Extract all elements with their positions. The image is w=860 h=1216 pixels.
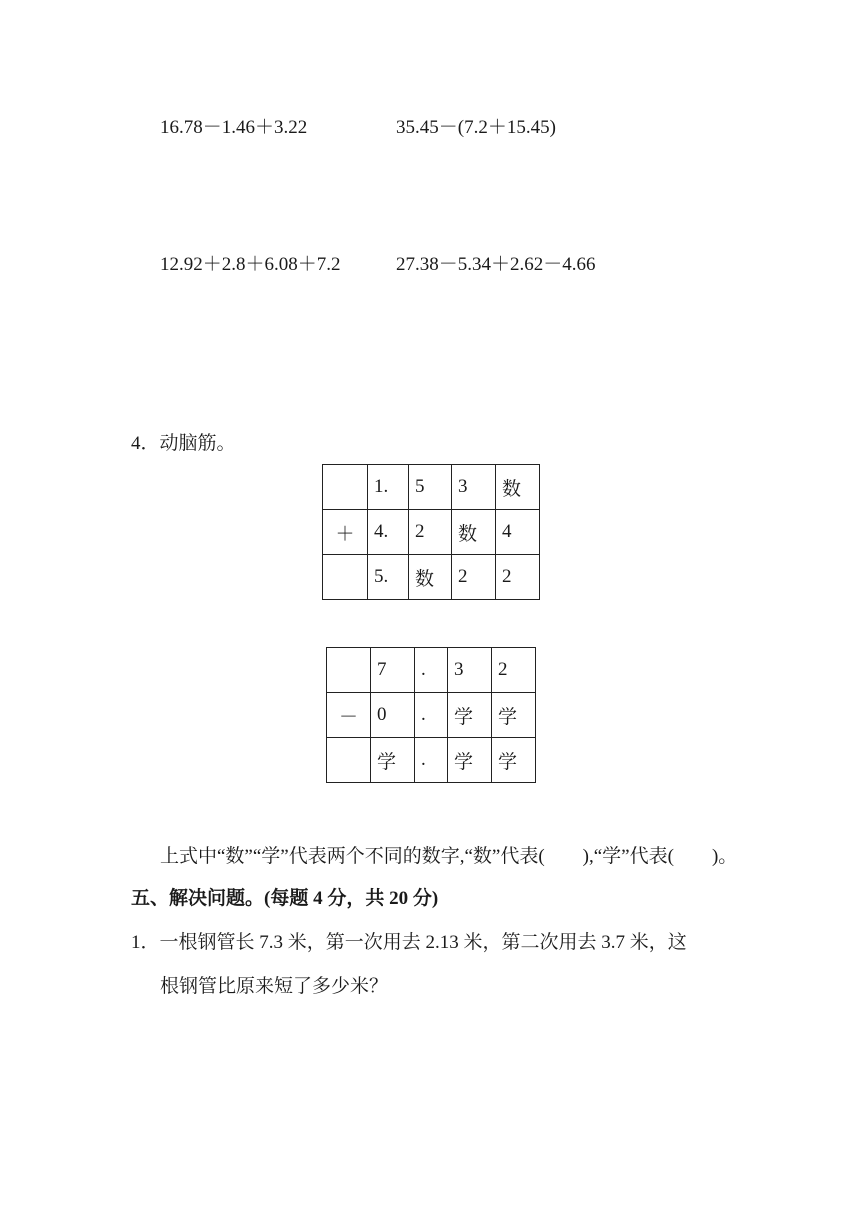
expression-3: 12.92＋2.8＋6.08＋7.2 (160, 254, 341, 275)
table-row (327, 648, 536, 693)
table-cell: 5. (368, 555, 409, 600)
table-cell: 7 (371, 648, 415, 693)
question-4-title: 4．动脑筋。 (131, 433, 236, 454)
table-cell: 0 (371, 693, 415, 738)
table-row (323, 465, 540, 510)
table-row (323, 510, 540, 555)
table-cell: 2 (496, 555, 540, 600)
expression-2: 35.45－(7.2＋15.45) (396, 117, 556, 138)
table-row (327, 738, 536, 783)
table-cell (327, 738, 371, 783)
table-cell: . (415, 693, 448, 738)
table-cell: 4 (496, 510, 540, 555)
puzzle-note: 上式中“数”“学”代表两个不同的数字,“数”代表( ),“学”代表( )。 (160, 846, 738, 867)
table-cell (327, 648, 371, 693)
section-5-heading: 五、解决问题。(每题 4 分，共 20 分) (131, 888, 439, 909)
table-cell: 学 (448, 738, 492, 783)
table-cell (323, 555, 368, 600)
table-cell: 1. (368, 465, 409, 510)
minus-sign: － (327, 693, 371, 738)
table-cell: 4. (368, 510, 409, 555)
expression-1: 16.78－1.46＋3.22 (160, 117, 308, 138)
table-cell: 5 (409, 465, 452, 510)
problem-1-line-2: 根钢管比原来短了多少米？ (160, 976, 389, 997)
table-row (327, 693, 536, 738)
table-cell: . (415, 738, 448, 783)
table-cell: 学 (492, 738, 536, 783)
table-cell: 学 (371, 738, 415, 783)
table-cell: 2 (452, 555, 496, 600)
table-cell: 3 (448, 648, 492, 693)
table-cell: . (415, 648, 448, 693)
problem-1-line-1: 1．一根钢管长 7.3 米，第一次用去 2.13 米，第二次用去 3.7 米，这 (131, 932, 687, 953)
table-cell: 学 (492, 693, 536, 738)
table-cell: 数 (452, 510, 496, 555)
table-cell: 学 (448, 693, 492, 738)
table-cell: 3 (452, 465, 496, 510)
table-cell: 数 (409, 555, 452, 600)
subtraction-puzzle-table (326, 647, 536, 783)
table-cell: 数 (496, 465, 540, 510)
plus-sign: ＋ (323, 510, 368, 555)
table-cell: 2 (409, 510, 452, 555)
expression-4: 27.38－5.34＋2.62－4.66 (396, 254, 596, 275)
table-row (323, 555, 540, 600)
table-cell (323, 465, 368, 510)
table-cell: 2 (492, 648, 536, 693)
addition-puzzle-table (322, 464, 540, 600)
